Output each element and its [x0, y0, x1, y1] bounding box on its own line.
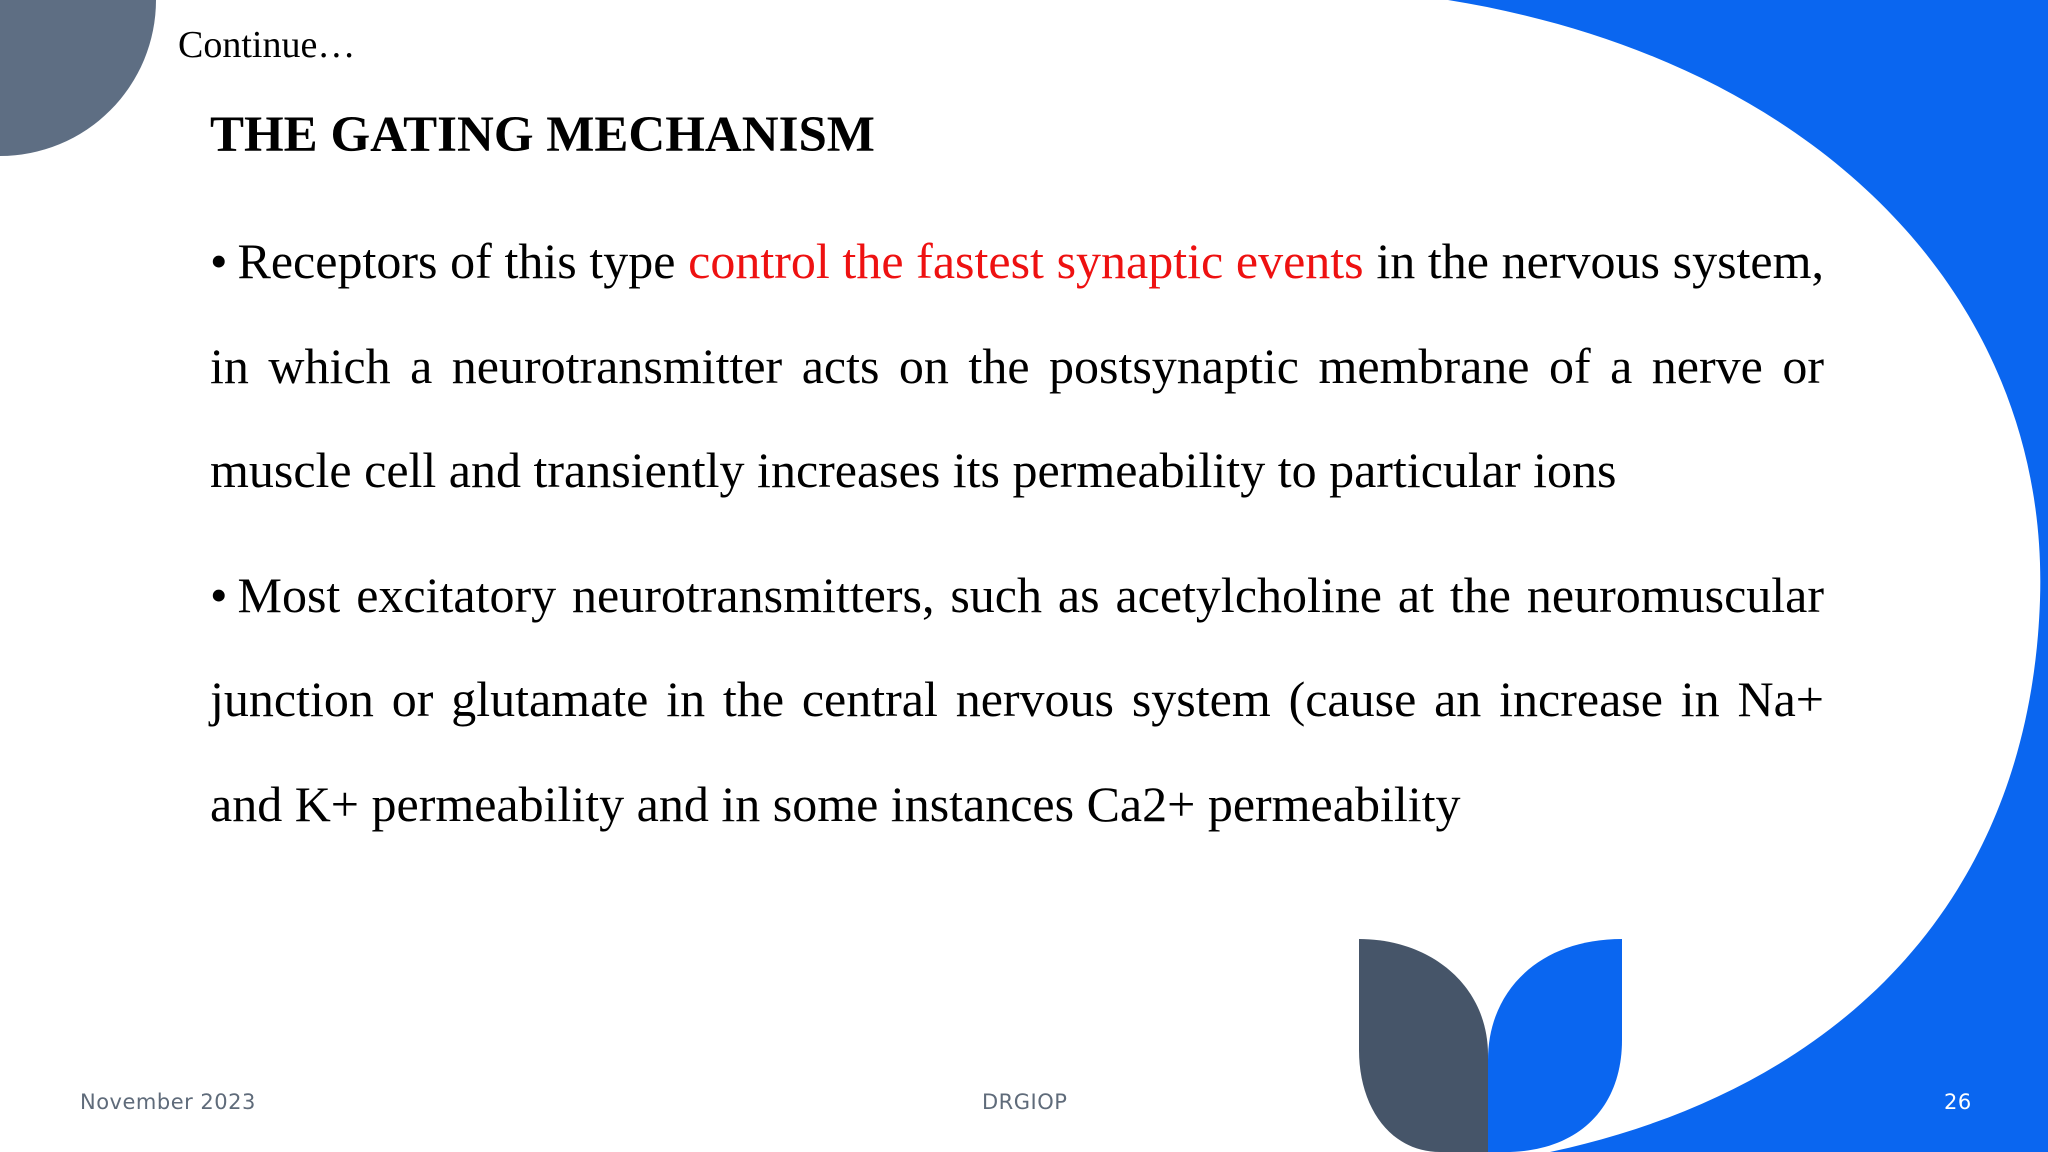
footer-organization: DRGIOP [982, 1090, 1068, 1114]
footer-date: November 2023 [80, 1090, 256, 1114]
slate-corner-shape [0, 0, 156, 156]
slide-content [210, 209, 1824, 856]
bullet-item-neurotransmitters [210, 543, 1824, 857]
slate-leaf-shape [1359, 939, 1488, 1152]
bullet-text: Most excitatory neurotransmitters, such as acetylcholine at the neuromuscular junction or glutamate in the central nervous system (cause an increase in Na+ and K+ permeability and in some instances Ca2+ permeability [210, 566, 1824, 832]
bullet-text-continued: in the nervous system, in which a neurotransmitter acts on the postsynaptic membrane of a nerve or muscle cell and transiently increases its permeability to particular ions [210, 233, 1825, 498]
slide-title: THE GATING MECHANISM [210, 107, 875, 163]
blue-leaf-shape [1488, 939, 1622, 1152]
bullet-marker: • [210, 566, 228, 623]
footer-page-number: 26 [1944, 1090, 1972, 1114]
bullet-highlight-text: control the fastest synaptic events [688, 233, 1364, 289]
bullet-item-receptors [210, 209, 1824, 523]
continue-label: Continue… [178, 24, 356, 66]
bullet-text: Receptors of this type [237, 233, 689, 289]
bullet-marker: • [210, 233, 228, 289]
